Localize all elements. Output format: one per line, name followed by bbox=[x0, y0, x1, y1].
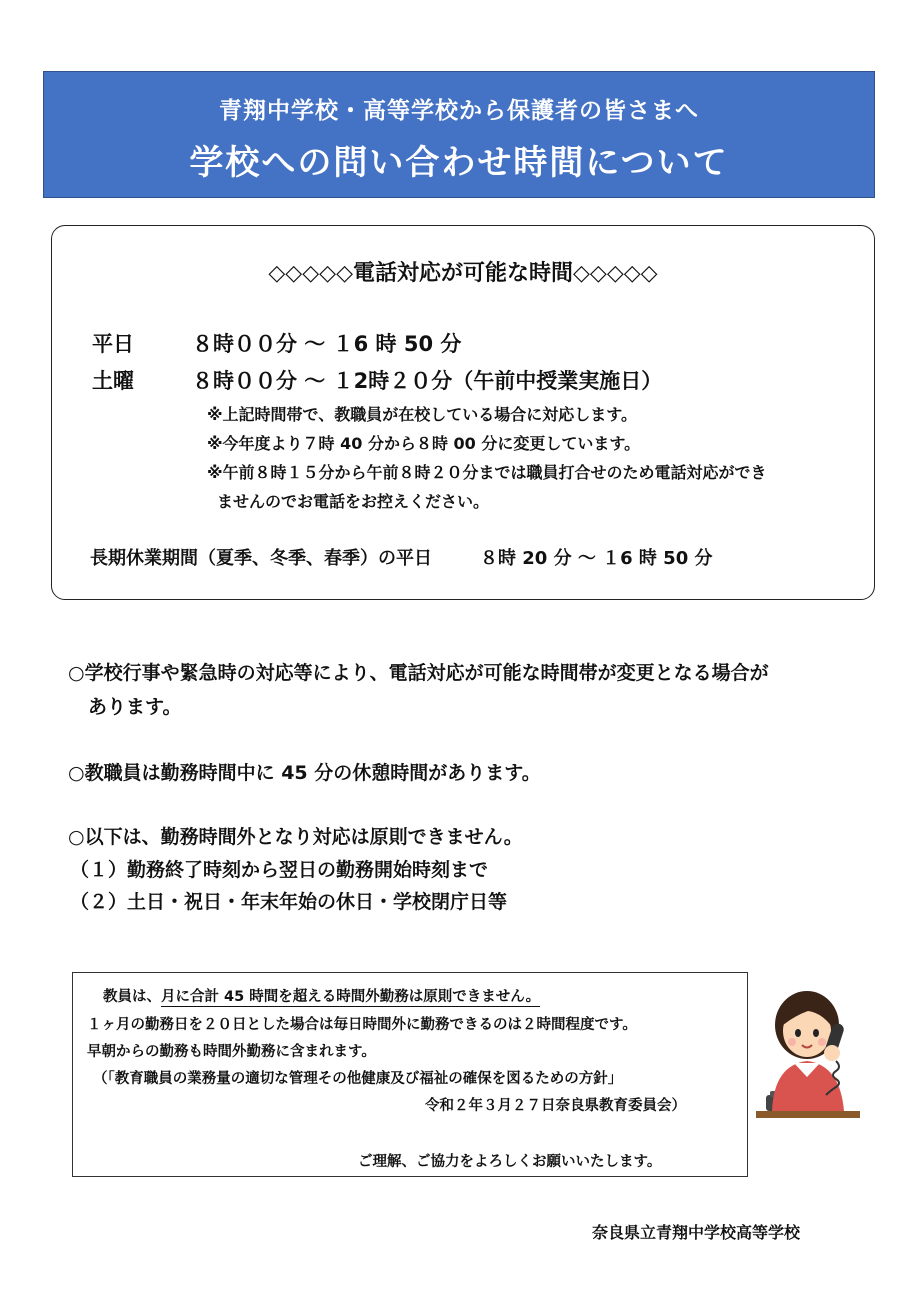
notice-line-4: （「教育職員の業務量の適切な管理その他健康及び福祉の確保を図るための方針」 bbox=[93, 1071, 623, 1087]
header-banner bbox=[43, 71, 875, 198]
phone-hours-box bbox=[51, 225, 875, 600]
banner-title: 学校への問い合わせ時間について bbox=[189, 143, 729, 183]
paragraph-off-hours: ○以下は、勤務時間外となり対応は原則できません。 bbox=[68, 826, 523, 848]
long-break-label: 長期休業期間（夏季、冬季、春季）の平日 bbox=[90, 548, 432, 569]
weekday-label: 平日 bbox=[92, 332, 134, 356]
off-hours-item-2: （２）土日・祝日・年末年始の休日・学校閉庁日等 bbox=[70, 891, 508, 913]
notice-line-2: １ヶ月の勤務日を２０日とした場合は毎日時間外に勤務できるのは２時間程度です。 bbox=[87, 1017, 637, 1033]
phone-hours-heading: ◇◇◇◇◇電話対応が可能な時間◇◇◇◇◇ bbox=[268, 261, 658, 286]
notice-line-5: 令和２年３月２７日奈良県教育委員会） bbox=[425, 1098, 686, 1114]
long-break-time: ８時 20 分 ～ １6 時 50 分 bbox=[480, 548, 713, 569]
notice-closing: ご理解、ご協力をよろしくお願いいたします。 bbox=[358, 1154, 662, 1170]
paragraph-schedule-change-cont: あります。 bbox=[88, 696, 182, 718]
paragraph-break-time: ○教職員は勤務時間中に 45 分の休憩時間があります。 bbox=[68, 762, 541, 784]
hours-note: ※午前８時１５分から午前８時２０分までは職員打合せのため電話対応ができ bbox=[207, 463, 767, 482]
school-name-footer: 奈良県立青翔中学校高等学校 bbox=[592, 1223, 801, 1242]
desk-shape bbox=[756, 1111, 860, 1118]
off-hours-item-1: （１）勤務終了時刻から翌日の勤務開始時刻まで bbox=[70, 859, 489, 881]
weekday-time: ８時００分 ～ １6 時 50 分 bbox=[192, 332, 462, 356]
banner-subtitle: 青翔中学校・高等学校から保護者の皆さまへ bbox=[219, 98, 699, 124]
telephone-receptionist-illustration bbox=[752, 985, 862, 1123]
hours-note: ※上記時間帯で、教職員が在校している場合に対応します。 bbox=[207, 405, 637, 424]
paragraph-schedule-change: ○学校行事や緊急時の対応等により、電話対応が可能な時間帯が変更となる場合が bbox=[68, 662, 769, 684]
saturday-hours-row bbox=[92, 365, 662, 395]
notice-line-3: 早朝からの勤務も時間外勤務に含まれます。 bbox=[87, 1044, 376, 1060]
hours-note: ませんのでお電話をお控えください。 bbox=[217, 492, 490, 511]
notice-line-1 bbox=[103, 985, 540, 1006]
notice-line-1-prefix: 教員は、 bbox=[103, 989, 161, 1005]
weekday-hours-row bbox=[92, 328, 461, 358]
hours-note: ※今年度より７時 40 分から８時 00 分に変更しています。 bbox=[207, 434, 641, 453]
notice-line-1-underlined: 月に合計 45 時間を超える時間外勤務は原則できません。 bbox=[161, 989, 541, 1005]
long-break-hours-row bbox=[90, 544, 713, 570]
saturday-time: ８時００分 ～ １2時２０分（午前中授業実施日） bbox=[192, 369, 663, 393]
overtime-notice-box bbox=[72, 972, 748, 1177]
saturday-label: 土曜 bbox=[92, 369, 134, 393]
